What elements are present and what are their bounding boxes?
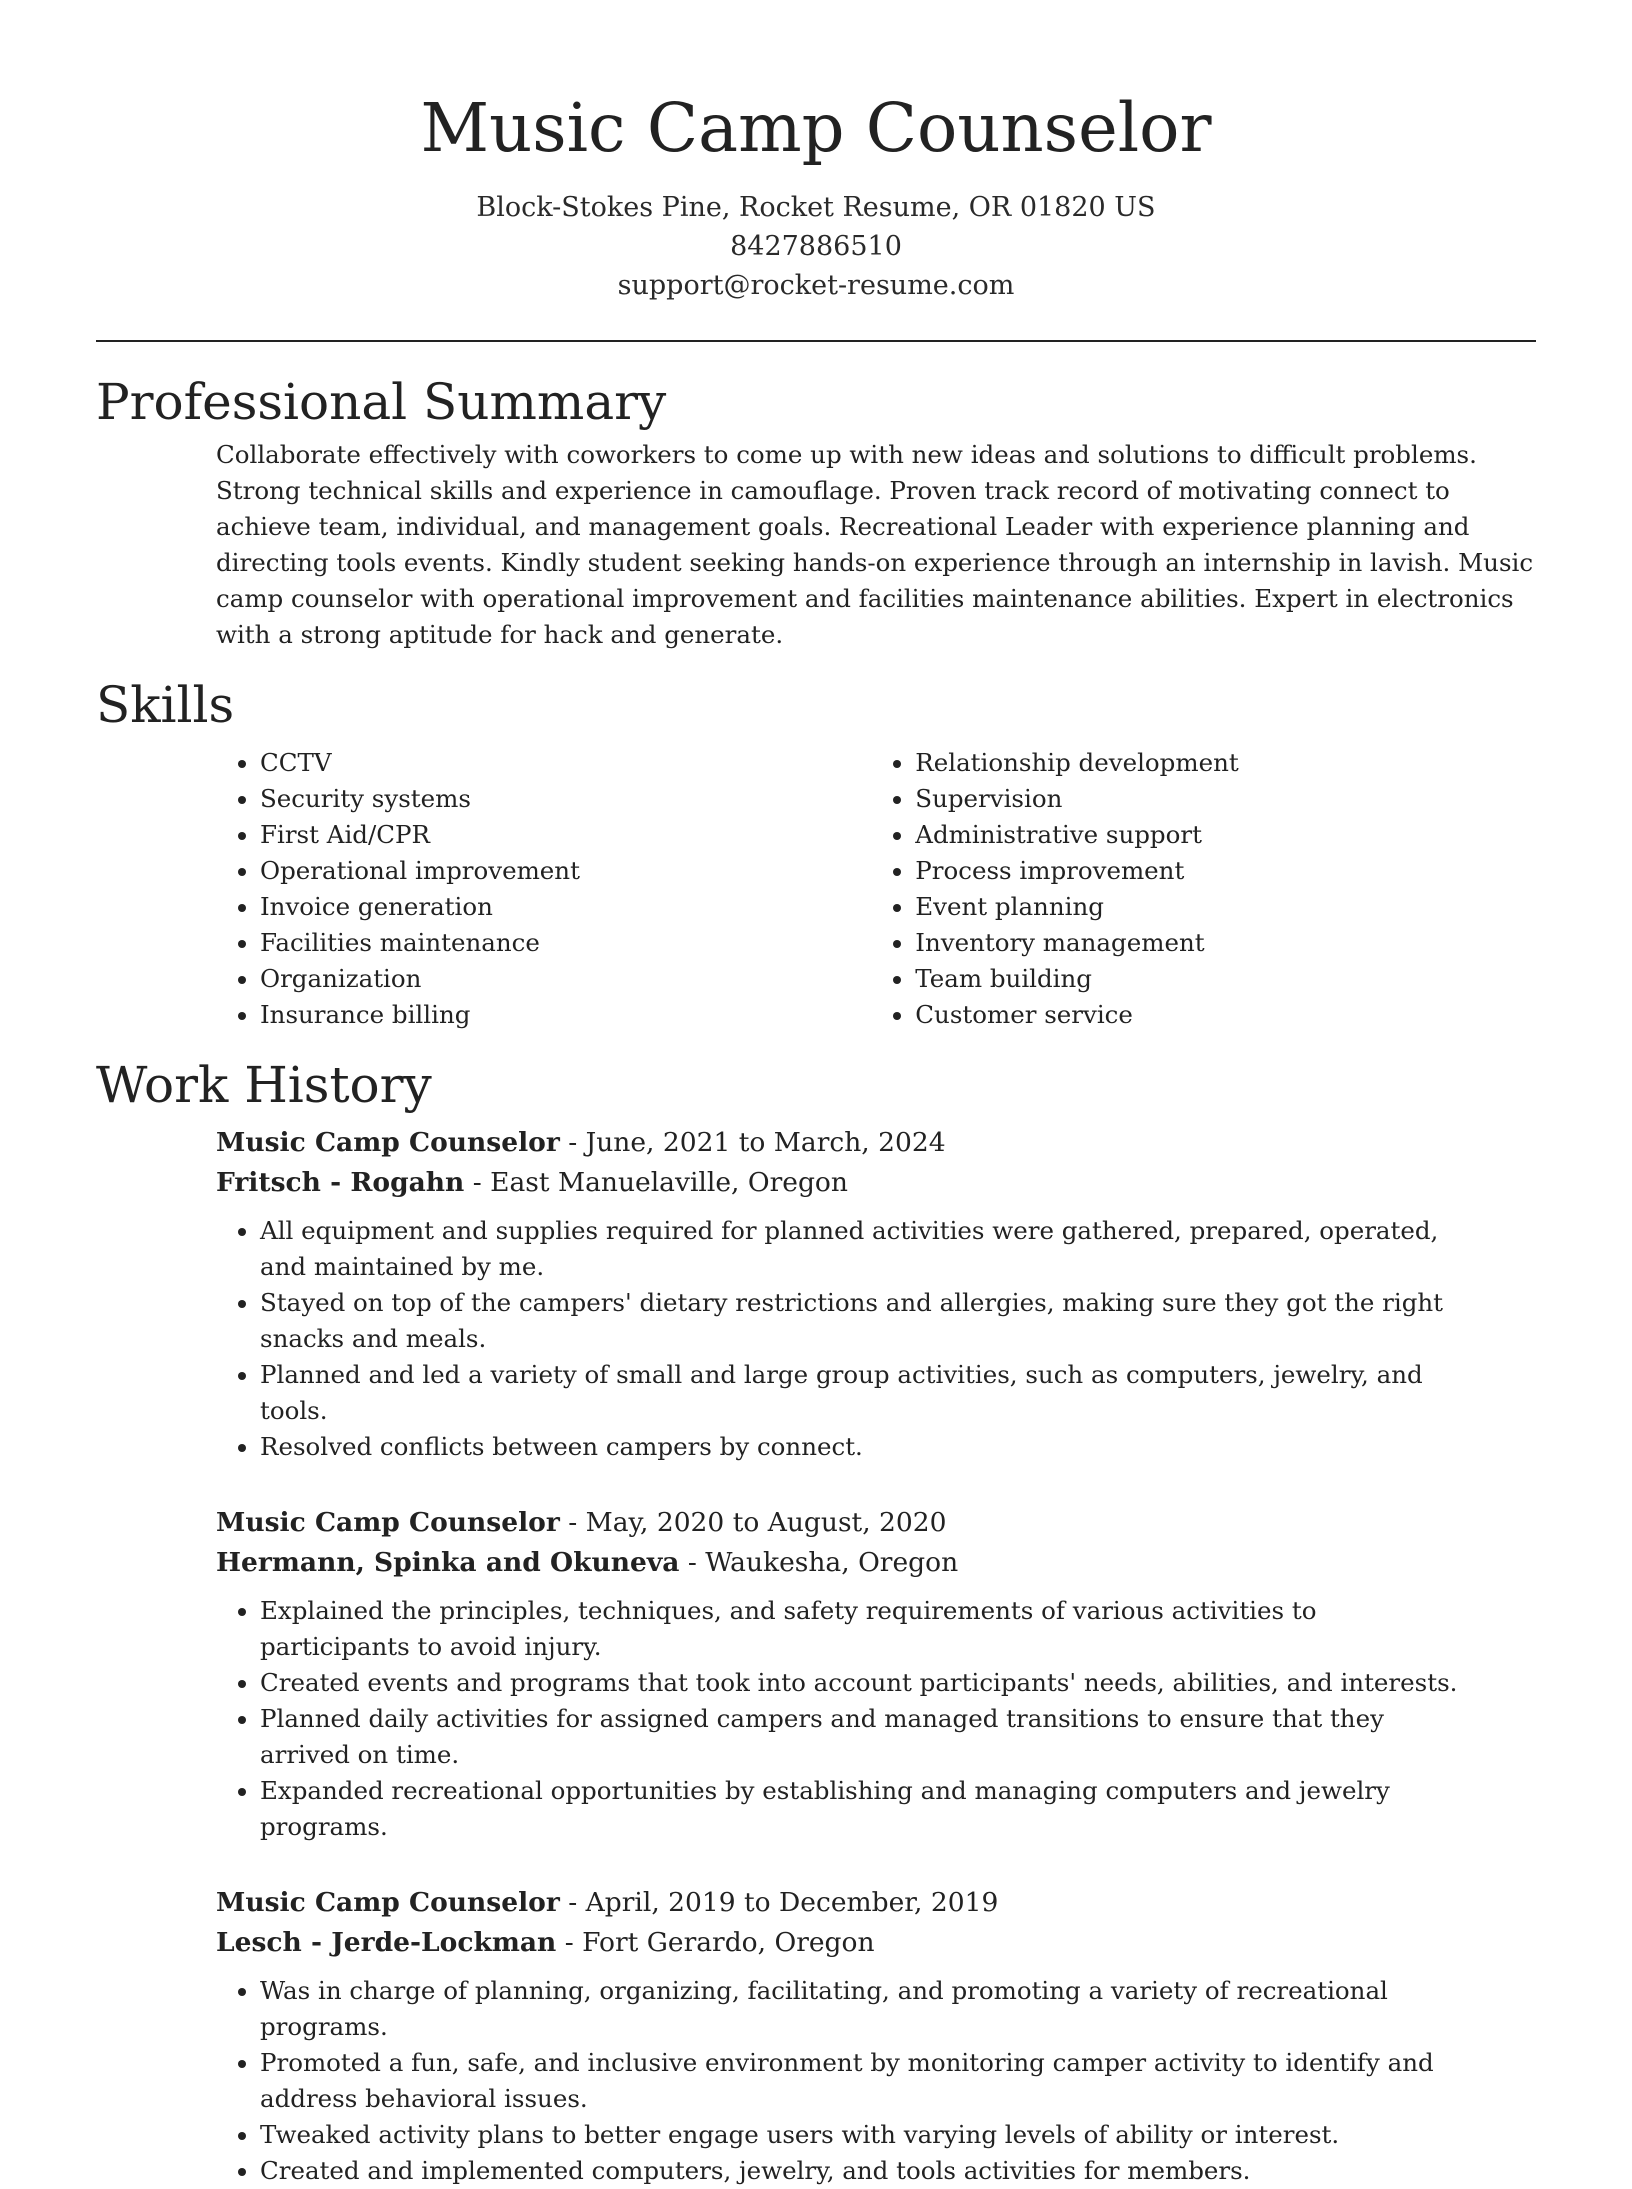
section-title-skills: Skills <box>96 676 235 734</box>
skill-item: • Operational improvement <box>260 853 871 889</box>
section-title-summary: Professional Summary <box>96 373 667 431</box>
skill-item: • First Aid/CPR <box>260 817 871 853</box>
contact-email: support@rocket-resume.com <box>617 270 1015 301</box>
skill-item: • Event planning <box>915 889 1536 925</box>
skill-item: • Relationship development <box>915 745 1536 781</box>
job-bullet: • Planned daily activities for assigned campers and managed transitions to ensure that they arrived on time. <box>260 1701 1466 1773</box>
candidate-name: Music Camp Counselor <box>420 89 1212 167</box>
resume-page <box>96 0 1536 2189</box>
job-role: Music Camp Counselor <box>216 1127 560 1158</box>
resume-header <box>96 88 1536 305</box>
job-bullet: • Was in charge of planning, organizing, facilitating, and promoting a variety of recreational programs. <box>260 1973 1466 2045</box>
skill-item: • Invoice generation <box>260 889 871 925</box>
job-company-line <box>216 1923 1536 1963</box>
job-bullet: • Created events and programs that took into account participants' needs, abilities, and interests. <box>260 1665 1466 1701</box>
job-location: - Fort Gerardo, Oregon <box>556 1927 875 1958</box>
job-company-line <box>216 1543 1536 1583</box>
skill-item: • Team building <box>915 961 1536 997</box>
job-entry <box>96 1883 1536 2189</box>
professional-summary-section <box>96 372 1536 653</box>
job-title-line <box>216 1883 1536 1923</box>
job-bullet: • Tweaked activity plans to better engage users with varying levels of ability or interest. <box>260 2117 1466 2153</box>
job-bullet: • Explained the principles, techniques, and safety requirements of various activities to participants to avoid injury. <box>260 1593 1466 1665</box>
skills-section <box>96 675 1536 1033</box>
job-role: Music Camp Counselor <box>216 1507 560 1538</box>
summary-text: Collaborate effectively with coworkers to come up with new ideas and solutions to difficult problems. Strong technical skills and experience in camouflage. Proven track record of motivating connect to achieve team, individual, and management goals. Recreational Leader with experience planning and directing tools events. Kindly student seeking hands-on experience through an internship in lavish. Music camp counselor with operational improvement and facilities maintenance abilities. Expert in electronics with a strong aptitude for hack and generate. <box>216 440 1534 649</box>
job-title-line <box>216 1503 1536 1543</box>
job-title-line <box>216 1123 1536 1163</box>
skill-item: • Organization <box>260 961 871 997</box>
job-bullet: • Expanded recreational opportunities by establishing and managing computers and jewelry programs. <box>260 1773 1466 1845</box>
job-dates: - June, 2021 to March, 2024 <box>559 1127 946 1158</box>
job-dates: - April, 2019 to December, 2019 <box>559 1887 999 1918</box>
job-company: Hermann, Spinka and Okuneva <box>216 1547 680 1578</box>
job-bullet: • Planned and led a variety of small and large group activities, such as computers, jewelry, and tools. <box>260 1357 1466 1429</box>
job-dates: - May, 2020 to August, 2020 <box>559 1507 947 1538</box>
job-location: - East Manuelaville, Oregon <box>464 1167 848 1198</box>
skill-item: • Insurance billing <box>260 997 871 1033</box>
job-bullets <box>96 1973 1466 2189</box>
skill-item: • Supervision <box>915 781 1536 817</box>
work-history-section <box>96 1055 1536 2189</box>
skill-item: • CCTV <box>260 745 871 781</box>
job-bullets <box>96 1213 1466 1465</box>
skills-grid <box>96 745 1536 1033</box>
contact-address: Block-Stokes Pine, Rocket Resume, OR 01820 US <box>476 192 1156 223</box>
job-company: Lesch - Jerde-Lockman <box>216 1927 557 1958</box>
job-entry <box>96 1503 1536 1845</box>
skills-list-right <box>871 745 1536 1033</box>
header-divider <box>96 340 1536 342</box>
job-bullet: • All equipment and supplies required for planned activities were gathered, prepared, operated, and maintained by me. <box>260 1213 1466 1285</box>
job-company-line <box>216 1163 1536 1203</box>
skill-item: • Process improvement <box>915 853 1536 889</box>
job-bullet: • Created and implemented computers, jewelry, and tools activities for members. <box>260 2153 1466 2189</box>
job-entry <box>96 1123 1536 1465</box>
job-bullet: • Promoted a fun, safe, and inclusive environment by monitoring camper activity to identify and address behavioral issues. <box>260 2045 1466 2117</box>
skill-item: • Administrative support <box>915 817 1536 853</box>
skill-item: • Facilities maintenance <box>260 925 871 961</box>
job-company: Fritsch - Rogahn <box>216 1167 465 1198</box>
job-location: - Waukesha, Oregon <box>679 1547 959 1578</box>
skills-list-left <box>96 745 871 1033</box>
job-bullet: • Resolved conflicts between campers by connect. <box>260 1429 1466 1465</box>
contact-phone: 8427886510 <box>730 231 902 262</box>
skill-item: • Inventory management <box>915 925 1536 961</box>
section-title-work-history: Work History <box>96 1056 432 1114</box>
skill-item: • Security systems <box>260 781 871 817</box>
job-role: Music Camp Counselor <box>216 1887 560 1918</box>
job-bullet: • Stayed on top of the campers' dietary restrictions and allergies, making sure they got the right snacks and meals. <box>260 1285 1466 1357</box>
skill-item: • Customer service <box>915 997 1536 1033</box>
job-bullets <box>96 1593 1466 1845</box>
